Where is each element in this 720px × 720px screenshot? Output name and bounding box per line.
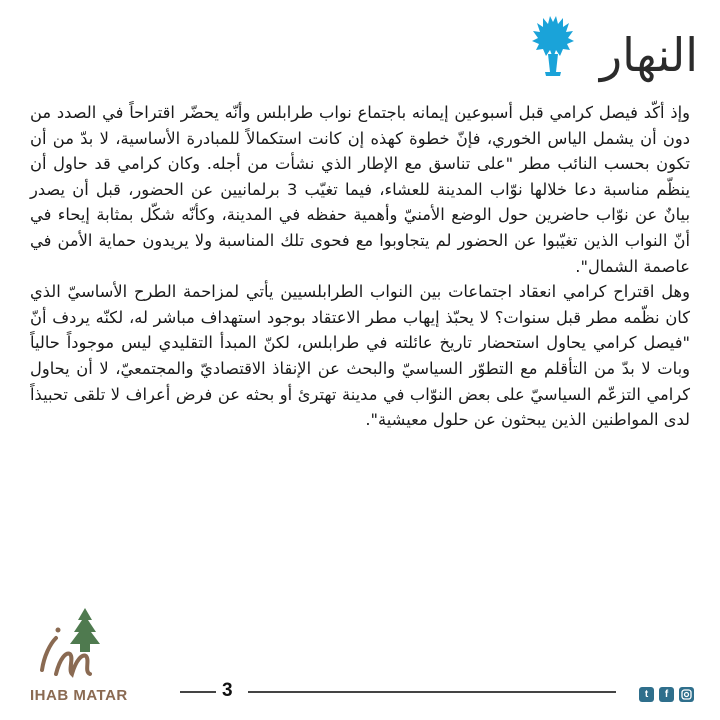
newspaper-logo (458, 10, 698, 100)
cedar-signature-icon (30, 604, 140, 682)
ihab-matar-brand (30, 604, 150, 704)
logo-wordmark: النهار (599, 28, 698, 82)
facebook-icon[interactable]: f (659, 687, 674, 702)
page-number: 3 (222, 680, 233, 701)
rooster-icon (526, 14, 580, 84)
brand-name: IHAB MATAR (30, 687, 128, 704)
social-links (639, 687, 694, 702)
instagram-icon[interactable] (679, 687, 694, 702)
article-paragraph: وهل اقتراح كرامي انعقاد اجتماعات بين النواب الطرابلسيين يأتي لمزاحمة الطرح الأساسيّ الذي كان نظّمه مطر قبل سنوات؟ لا يحبّذ إيهاب مطر الاعتقاد بوجود استهداف مباشر له، لكنّه يردف أنّ "فيصل كرامي يحاول استحضار تاريخ عائلته في طرابلس، لكنّ المبدأ التقليدي ليس موجوداً حالياً وبات لا بدّ من التأقلم مع التطوّر السياسيّ والبحث عن الإنقاذ الاقتصاديّ والمجتمعيّ، لا أن يحاول كرامي التزعّم السياسيّ على بعض النوّاب في مدينة تهترئ أو بحثه عن فرض أعراف لا تلقى تحبيذاً لدى المواطنين الذين يبحثون عن حلول معيشية". (30, 282, 690, 430)
article-paragraph: وإذ أكّد فيصل كرامي قبل أسبوعين إيمانه باجتماع نواب طرابلس وأنّه يحضّر اقتراحاً في الصدد من دون أن يشمل الياس الخوري، فإنّ خطوة كهذه إن كانت استكمالاً للمبادرة الأساسية، لا بدّ من أن تكون بحسب النائب مطر "على تناسق مع الإطار الذي نشأت من أجله. وكان كرامي قد حاول أن ينظّم مناسبة دعا خلالها نوّاب المدينة للعشاء، فيما تغيّب 3 برلمانيين عن الحضور، قبل أن يصدر بيانٌ عن نوّاب حاضرين حول الوضع الأمنيّ وأهمية حفظه في المدينة، وكأنّه شكّل بمثابة إيحاء في أنّ النواب الذين تغيّبوا عن الحضور لم يتجاوبوا مع فحوى تلك المناسبة ولا يريدون حماية الأمن في عاصمة الشمال". (30, 103, 690, 276)
footer-rule-left (180, 691, 216, 693)
twitter-icon[interactable]: t (639, 687, 654, 702)
footer-rule-right (248, 691, 616, 693)
page-footer (0, 610, 720, 720)
article-body (30, 100, 690, 433)
